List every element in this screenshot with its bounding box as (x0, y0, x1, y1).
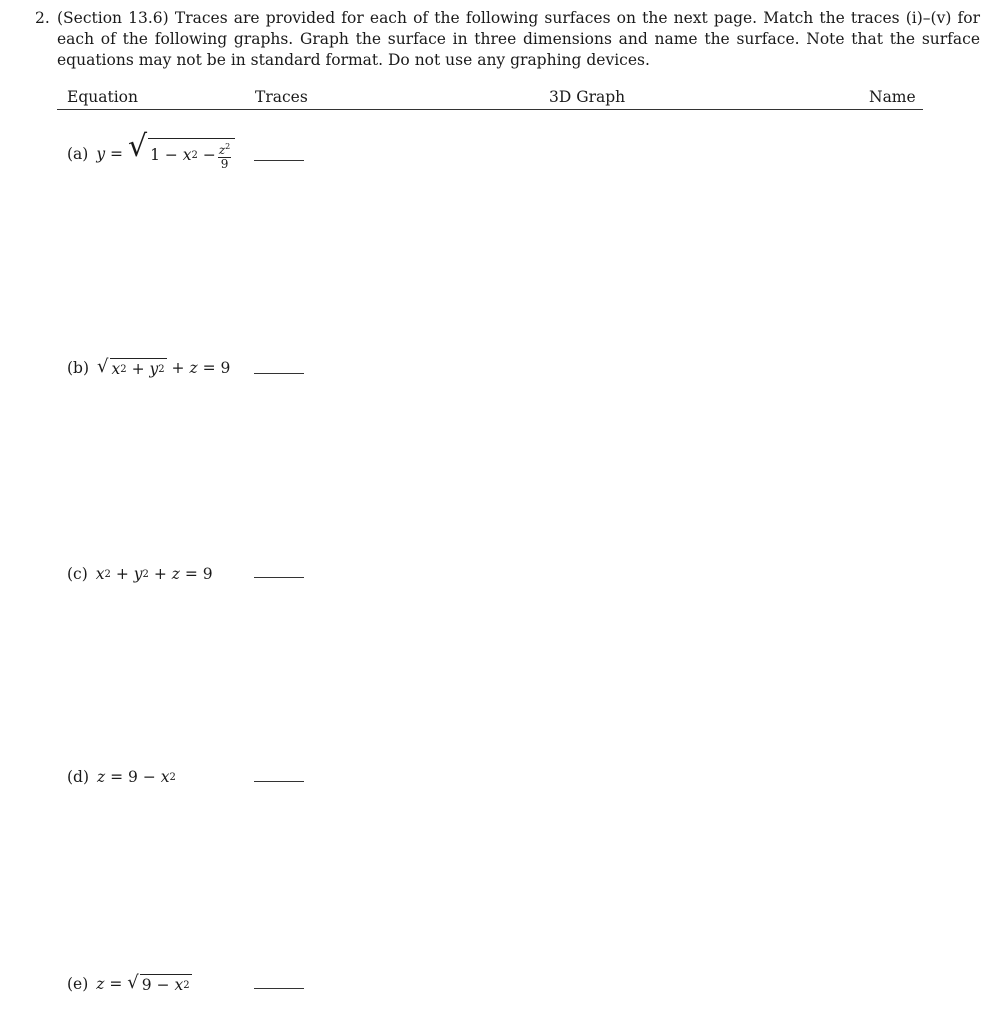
problem-text: (Section 13.6) Traces are provided for each of the following surfaces on the next page. Match the traces (i)–(v) for each of the following graphs. Graph the surface in three dimensions and name the surface. Note that the surface equations may not be in standard format. Do not use any graphing devices. (57, 9, 980, 69)
traces-blank-e[interactable] (254, 988, 304, 989)
problem-statement (35, 8, 980, 71)
traces-blank-c[interactable] (254, 577, 304, 578)
header-traces: Traces (255, 88, 308, 106)
label-a: (a) (67, 145, 89, 163)
label-e: (e) (67, 975, 89, 993)
header-equation: Equation (67, 88, 138, 106)
traces-blank-b[interactable] (254, 373, 304, 374)
header-name: Name (869, 88, 916, 106)
traces-blank-a[interactable] (254, 160, 304, 161)
equation-d (67, 765, 176, 789)
equation-c-math: x 2 + y 2 + z = 9 (95, 565, 213, 583)
equation-b-math: √ x 2 + y 2 + z = 9 (97, 356, 231, 378)
header-3d-graph: 3D Graph (549, 88, 626, 106)
equation-c (67, 562, 213, 586)
equation-b (67, 356, 230, 380)
table-header (57, 88, 923, 110)
equation-a (67, 128, 235, 176)
equation-a-math: y = √ 1 − x 2 − $\frac{z^2}{9}$ (96, 138, 235, 171)
label-d: (d) (67, 768, 90, 786)
traces-blank-d[interactable] (254, 781, 304, 782)
problem-number: 2. (35, 9, 50, 27)
label-b: (b) (67, 359, 90, 377)
label-c: (c) (67, 565, 88, 583)
equation-d-math: z = 9 − x 2 (97, 768, 176, 786)
equation-e-math: z = √ 9 − x 2 (96, 972, 190, 994)
equation-e (67, 972, 192, 996)
